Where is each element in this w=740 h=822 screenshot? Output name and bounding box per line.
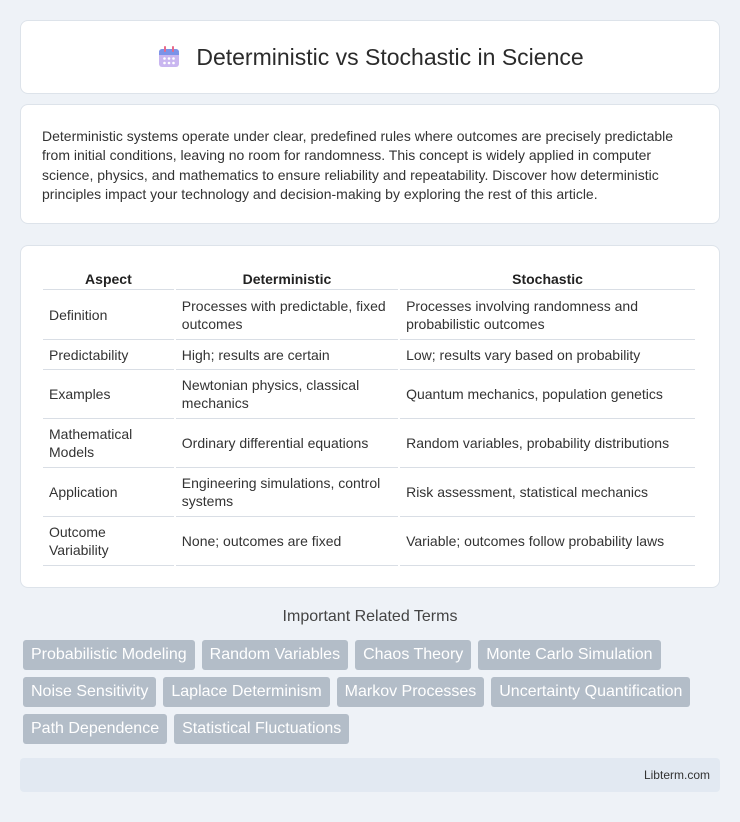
header-aspect: Aspect (43, 266, 174, 290)
table-row (43, 340, 695, 370)
cell-stochastic: Processes involving randomness and probabilistic outcomes (400, 290, 695, 340)
comparison-table (41, 266, 697, 566)
tag-path-dependence[interactable]: Path Dependence (23, 714, 167, 744)
intro-text: Deterministic systems operate under clear, predefined rules where outcomes are precisely predictable from initial conditions, leaving no room for randomness. This concept is widely applied in computer science, physics, and mathematics to ensure reliability and repeatability. Discover how deterministic principles impact your technology and decision-making by exploring the rest of this article. (42, 128, 674, 203)
cell-deterministic: Engineering simulations, control systems (176, 468, 398, 517)
tag-chaos-theory[interactable]: Chaos Theory (355, 640, 471, 670)
cell-aspect: Outcome Variability (43, 517, 174, 566)
intro-card (20, 104, 720, 224)
cell-aspect: Examples (43, 370, 174, 419)
tag-uncertainty-quantification[interactable]: Uncertainty Quantification (491, 677, 690, 707)
table-row (43, 419, 695, 468)
cell-aspect: Mathematical Models (43, 419, 174, 468)
tag-monte-carlo-simulation[interactable]: Monte Carlo Simulation (478, 640, 660, 670)
tag-markov-processes[interactable]: Markov Processes (337, 677, 485, 707)
related-terms-heading: Important Related Terms (282, 608, 458, 625)
tag-random-variables[interactable]: Random Variables (202, 640, 348, 670)
cell-aspect: Application (43, 468, 174, 517)
comparison-table-card (20, 245, 720, 588)
footer-site-link[interactable]: Libterm.com (643, 768, 710, 782)
tag-probabilistic-modeling[interactable]: Probabilistic Modeling (23, 640, 195, 670)
table-row (43, 370, 695, 419)
title-card (20, 20, 720, 94)
header-stochastic: Stochastic (400, 266, 695, 290)
cell-deterministic: None; outcomes are fixed (176, 517, 398, 566)
cell-deterministic: Processes with predictable, fixed outcomes (176, 290, 398, 340)
cell-stochastic: Low; results vary based on probability (400, 340, 695, 370)
cell-stochastic: Risk assessment, statistical mechanics (400, 468, 695, 517)
page-title: Deterministic vs Stochastic in Science (196, 43, 584, 70)
cell-aspect: Definition (43, 290, 174, 340)
related-terms-list (23, 640, 703, 744)
table-row (43, 468, 695, 517)
table-row (43, 517, 695, 566)
cell-deterministic: Ordinary differential equations (176, 419, 398, 468)
cell-deterministic: High; results are certain (176, 340, 398, 370)
tag-statistical-fluctuations[interactable]: Statistical Fluctuations (174, 714, 349, 744)
cell-stochastic: Variable; outcomes follow probability laws (400, 517, 695, 566)
cell-stochastic: Random variables, probability distributions (400, 419, 695, 468)
cell-aspect: Predictability (43, 340, 174, 370)
cell-stochastic: Quantum mechanics, population genetics (400, 370, 695, 419)
table-row (43, 290, 695, 340)
calendar-icon (156, 44, 182, 70)
tag-noise-sensitivity[interactable]: Noise Sensitivity (23, 677, 156, 707)
table-header-row (43, 266, 695, 290)
tag-laplace-determinism[interactable]: Laplace Determinism (163, 677, 329, 707)
header-deterministic: Deterministic (176, 266, 398, 290)
footer (20, 758, 720, 792)
cell-deterministic: Newtonian physics, classical mechanics (176, 370, 398, 419)
